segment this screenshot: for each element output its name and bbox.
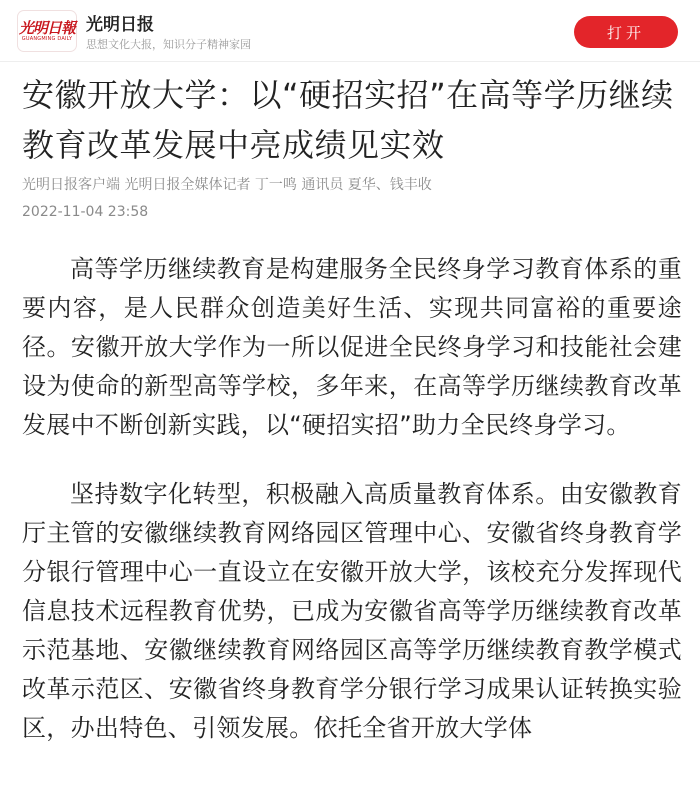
logo-wordmark: 光明日報 (18, 18, 75, 37)
app-slogan: 思想文化大报，知识分子精神家园 (86, 38, 251, 51)
article-body (22, 250, 682, 778)
app-logo (18, 11, 76, 51)
article-title: 安徽开放大学：以“硬招实招”在高等学历继续教育改革发展中亮成绩见实效 (22, 76, 674, 164)
article-timestamp: 2022-11-04 23:58 (22, 204, 149, 220)
open-app-button[interactable]: 打开 (574, 16, 678, 48)
logo-subtext: GUANGMING DAILY (21, 35, 73, 42)
app-name: 光明日报 (86, 15, 154, 35)
app-download-banner (0, 0, 700, 62)
article-byline: 光明日报客户端 光明日报全媒体记者 丁一鸣 通讯员 夏华、钱丰收 (22, 177, 432, 193)
article-paragraph: 高等学历继续教育是构建服务全民终身学习教育体系的重要内容，是人民群众创造美好生活、实现共同富裕的重要途径。安徽开放大学作为一所以促进全民终身学习和技能社会建设为使命的新型高等学校，多年来，在高等学历继续教育改革发展中不断创新实践，以“硬招实招”助力全民终身学习。 (22, 255, 682, 439)
article-paragraph: 坚持数字化转型，积极融入高质量教育体系。由安徽教育厅主管的安徽继续教育网络园区管理中心、安徽省终身教育学分银行管理中心一直设立在安徽开放大学，该校充分发挥现代信息技术远程教育优势，已成为安徽省高等学历继续教育改革示范基地、安徽继续教育网络园区高等学历继续教育教学模式改革示范区、安徽省终身教育学分银行学习成果认证转换实验区，办出特色、引领发展。依托全省开放大学体 (22, 480, 682, 742)
